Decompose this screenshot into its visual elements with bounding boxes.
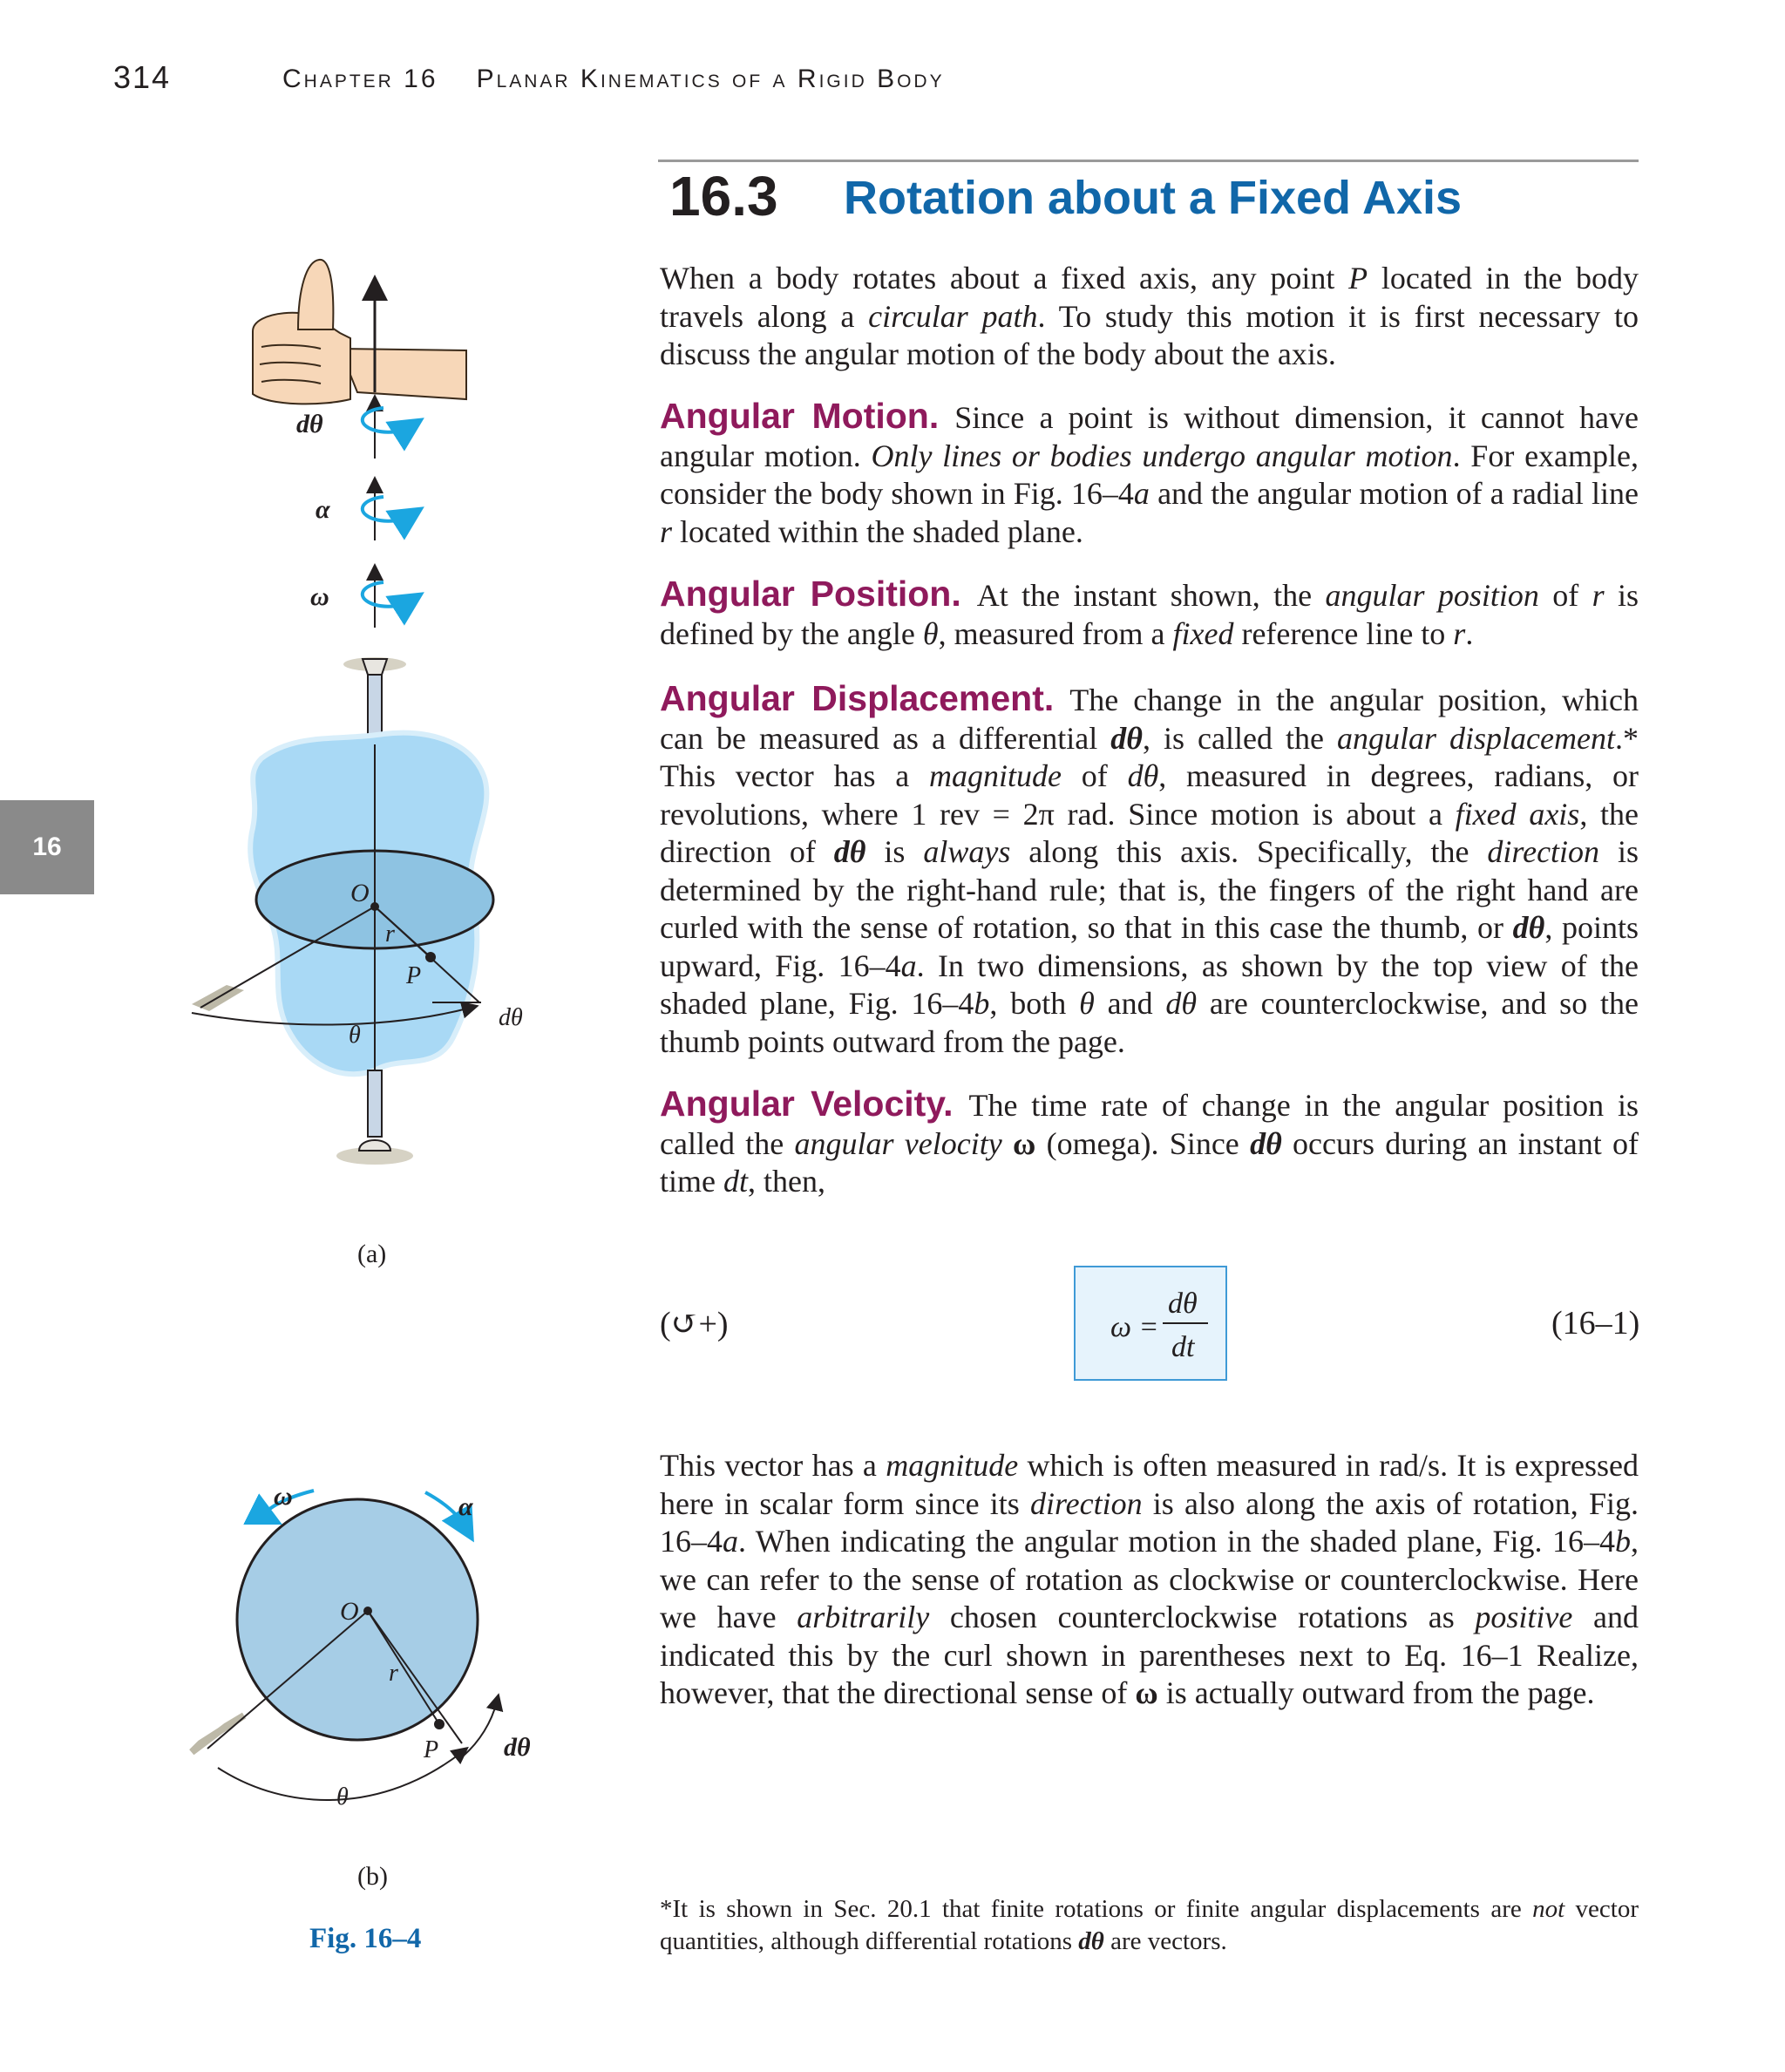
bottom-bearing	[359, 1140, 390, 1151]
label-alpha: α	[316, 495, 330, 524]
figure-16-4b	[183, 1464, 567, 1831]
section-title: Rotation about a Fixed Axis	[844, 172, 1463, 224]
dtheta-curl-icon	[363, 408, 410, 432]
caption-b: (b)	[357, 1862, 388, 1891]
equation-lhs: ω =	[1110, 1311, 1159, 1343]
point-P	[425, 952, 436, 962]
label-O-b: O	[340, 1597, 359, 1626]
angular-motion-paragraph: Angular Motion. Since a point is without dimension, it cannot have angular motion. Only lines or bodies undergo angular motion. For example, consider the body shown in Fig. 16–4a and the angular motion of a radial line r located within the shaded plane.	[660, 396, 1639, 549]
angular-position-heading: Angular Position.	[660, 574, 961, 614]
angular-velocity-paragraph: Angular Velocity. The time rate of change in the angular position is called the angular velocity ω (omega). Since dθ occurs during an instant of time dt, then,	[660, 1084, 1639, 1199]
label-P: P	[406, 962, 422, 989]
label-P-b: P	[424, 1736, 439, 1763]
vector-paragraph: This vector has a magnitude which is often measured in rad/s. It is expressed here in scalar form since its direction is also along the axis of rotation, Fig. 16–4a. When indicating the angular motion in the shaded plane, Fig. 16–4b, we can refer to the sense of rotation as clockwise or counterclockwise. Here we have arbitrarily chosen counterclockwise rotations as positive and indicated this by the curl shown in parentheses next to Eq. 16–1 Realize, however, that the directional sense of ω is actually outward from the page.	[660, 1448, 1639, 1710]
caption-a: (a)	[357, 1240, 387, 1268]
chapter-tab: 16	[0, 800, 94, 894]
chapter-number: Chapter 16	[282, 65, 438, 93]
label-alpha-b: α	[458, 1492, 473, 1521]
equation-number: (16–1)	[1551, 1305, 1640, 1342]
label-O: O	[350, 879, 370, 907]
equation-box	[1074, 1266, 1227, 1381]
point-P-b	[434, 1719, 445, 1729]
chapter-title: Planar Kinematics of a Rigid Body	[476, 65, 945, 93]
section-number: 16.3	[669, 165, 778, 228]
equation-numerator: dθ	[1168, 1287, 1198, 1320]
figure-label: Fig. 16–4	[309, 1923, 422, 1954]
label-dtheta-vector: dθ	[296, 410, 323, 438]
footnote: *It is shown in Sec. 20.1 that finite rotations or finite angular displacements are not vector quantities, although differential rotations dθ are vectors.	[660, 1895, 1639, 1955]
omega-curl-icon	[363, 582, 410, 607]
label-dtheta: dθ	[499, 1004, 523, 1031]
label-theta: θ	[349, 1022, 361, 1049]
section-rule	[658, 160, 1639, 162]
label-theta-b: θ	[336, 1783, 349, 1810]
angular-position-paragraph: Angular Position. At the instant shown, the angular position of r is defined by the angle θ, measured from a fixed reference line to r.	[660, 574, 1639, 651]
bottom-shaft	[368, 1070, 382, 1137]
point-O	[370, 902, 379, 911]
point-O-b	[363, 1607, 372, 1615]
intro-paragraph: When a body rotates about a fixed axis, any point P located in the body travels along a circular path. To study this motion it is first necessary to discuss the angular motion of the body about the axis.	[660, 261, 1639, 371]
page-number: 314	[113, 59, 172, 95]
dtheta-arc-b	[464, 1702, 497, 1756]
alpha-curl-icon	[363, 497, 410, 521]
angular-motion-heading: Angular Motion.	[660, 396, 940, 436]
label-omega: ω	[310, 582, 329, 611]
angular-displacement-paragraph: Angular Displacement. The change in the angular position, which can be measured as a differential dθ, is called the angular displacement.* This vector has a magnitude of dθ, measured in degrees, radians, or revolutions, where 1 rev = 2π rad. Since motion is about a fixed axis, the direction of dθ is always along this axis. Specifically, the direction is determined by the right-hand rule; that is, the fingers of the right hand are curled with the sense of rotation, so that in this case the thumb, or dθ, points upward, Fig. 16–4a. In two dimensions, as shown by the top view of the shaded plane, Fig. 16–4b, both θ and dθ are counterclockwise, and so the thumb points outward from the page.	[660, 678, 1639, 1059]
label-omega-b: ω	[274, 1482, 293, 1511]
label-r-b: r	[389, 1660, 398, 1687]
fixed-reference-mark-b	[192, 1715, 244, 1752]
angular-velocity-heading: Angular Velocity.	[660, 1084, 954, 1124]
running-head	[282, 65, 945, 94]
figure-16-4a	[122, 253, 540, 1229]
angular-displacement-heading: Angular Displacement.	[660, 678, 1055, 718]
equation-denominator: dt	[1171, 1331, 1195, 1363]
label-dtheta-b: dθ	[504, 1733, 531, 1762]
equation-formula	[1076, 1267, 1225, 1379]
right-hand-icon	[253, 260, 466, 404]
label-r: r	[385, 921, 395, 948]
top-bearing	[363, 659, 387, 675]
equation-sign-convention: (↺+)	[660, 1306, 729, 1342]
